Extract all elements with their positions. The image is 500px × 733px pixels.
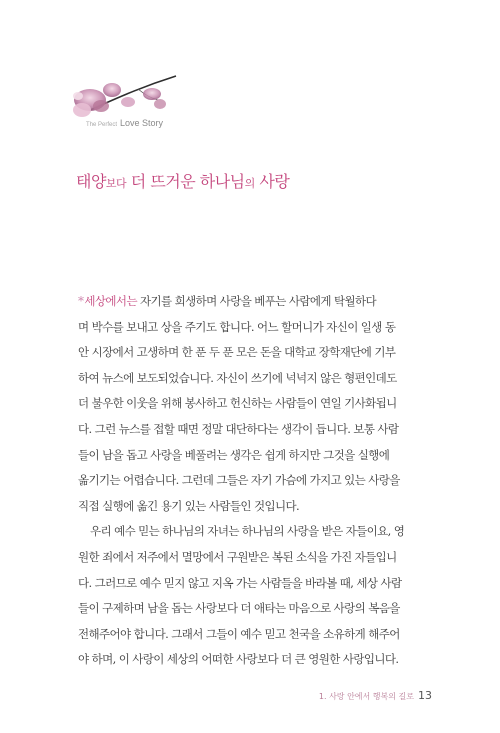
first-line-rest: 자기를 희생하며 사랑을 베푸는 사람에게 탁월하다 [136, 294, 376, 308]
text-line: 다. 그러므로 예수 믿지 않고 지옥 가는 사람들을 바라볼 때, 세상 사람 [78, 575, 402, 590]
text-line: 야 하며, 이 사랑이 세상의 어떠한 사랑보다 더 큰 영원한 사랑입니다. [78, 652, 399, 667]
page-number: 13 [418, 689, 432, 702]
text-line: 다. 그런 뉴스를 접할 때면 정말 대단하다는 생각이 듭니다. 보통 사람 [78, 421, 399, 436]
chapter-title [76, 169, 289, 192]
body-text [78, 289, 434, 673]
text-line: 하여 뉴스에 보도되었습니다. 자신이 쓰기에 넉넉지 않은 형편인데도 [78, 370, 397, 385]
page-footer [319, 689, 432, 702]
text-line: 전해주어야 합니다. 그래서 그들이 예수 믿고 천국을 소유하게 해주어 [78, 626, 400, 641]
lead-word: 세상에서는 [84, 294, 137, 308]
text-line: 들이 구제하며 남을 돕는 사랑보다 더 애타는 마음으로 사랑의 복음을 [78, 601, 400, 616]
text-line: 들이 남을 돕고 사랑을 베풀려는 생각은 쉽게 하지만 그것을 실행에 [78, 447, 390, 462]
text-line: 옮기기는 어렵습니다. 그런데 그들은 자기 가슴에 가지고 있는 사랑을 [78, 473, 400, 488]
text-line: 더 불우한 이웃을 위해 봉사하고 헌신하는 사람들이 연일 기사화됩니 [78, 396, 397, 411]
title-part-5: 사랑 [254, 172, 290, 191]
logo-caption [86, 118, 163, 128]
text-line: 며 박수를 보내고 상을 주기도 합니다. 어느 할머니가 자신이 일생 동 [78, 319, 396, 334]
text-line-1 [78, 289, 434, 315]
title-part-4: 의 [244, 177, 255, 190]
text-line: 원한 죄에서 저주에서 멸망에서 구원받은 복된 소식을 가진 자들입니 [78, 549, 397, 564]
text-line: 직접 실행에 옮긴 용기 있는 사람들인 것입니다. [78, 498, 300, 513]
title-part-2: 보다 [105, 177, 127, 190]
footer-chapter-label: 1. 사랑 안에서 행복의 길로 [318, 692, 414, 701]
title-part-3: 더 뜨거운 하나님 [126, 172, 245, 191]
logo-caption-small: The Perfect [86, 122, 118, 128]
title-part-1: 태양 [76, 172, 106, 191]
text-line: 안 시장에서 고생하며 한 푼 두 푼 모은 돈을 대학교 장학재단에 기부 [78, 345, 396, 360]
lead-asterisk-icon: * [78, 294, 84, 308]
logo-caption-main: Love Story [120, 118, 164, 128]
text-line: 우리 예수 믿는 하나님의 자녀는 하나님의 사랑을 받은 자들이요, 영 [90, 524, 405, 539]
